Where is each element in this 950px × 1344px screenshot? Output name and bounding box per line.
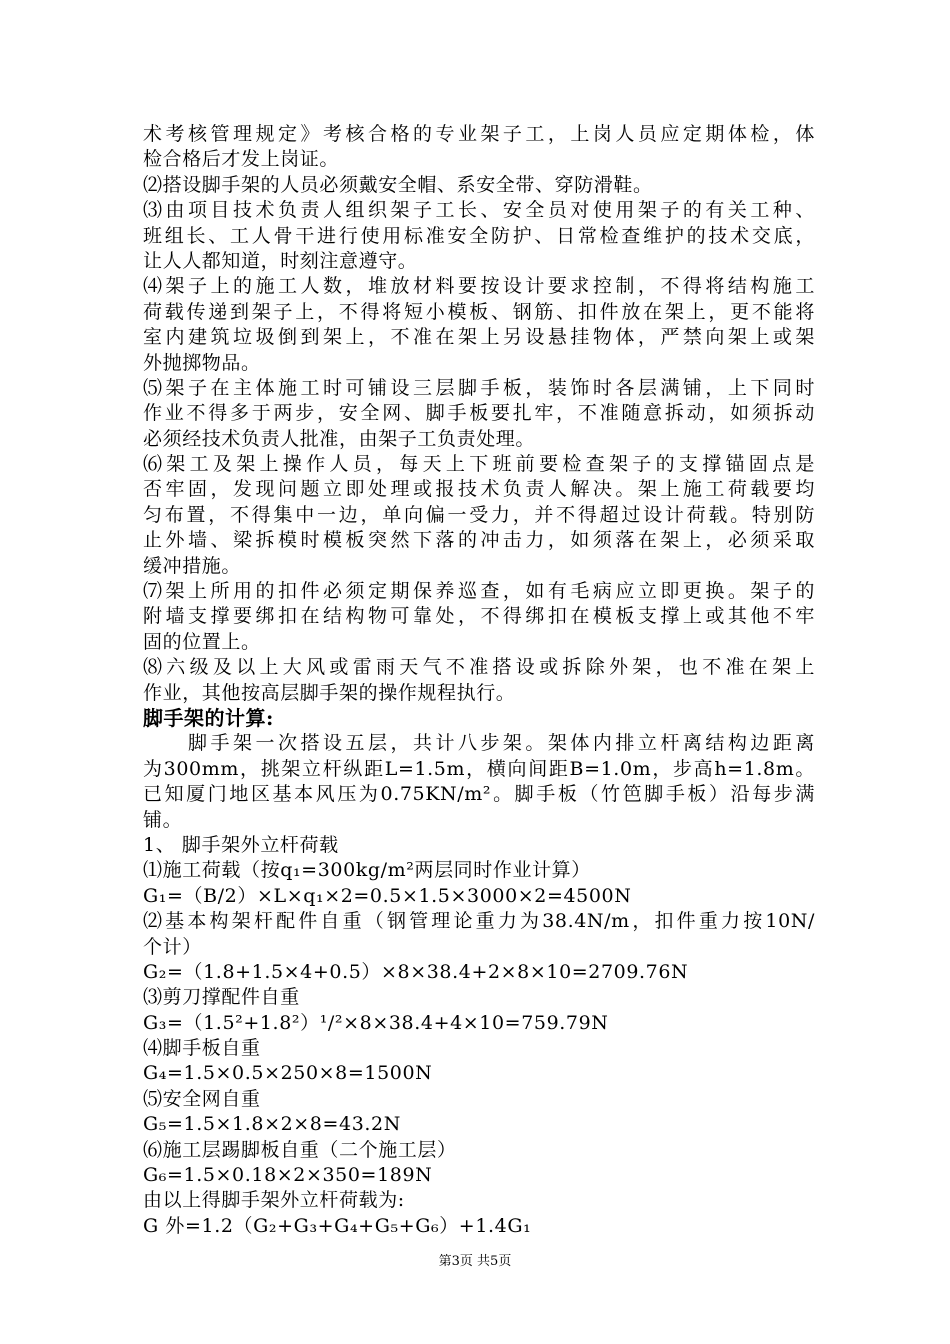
page-footer: 第3页 共5页 xyxy=(438,1254,512,1269)
text-line: ⑷脚手板自重 xyxy=(143,1037,261,1060)
text-line: 附墙支撑要绑扣在结构物可靠处，不得绑扣在模板支撑上或其他不牢 xyxy=(143,605,815,628)
text-line: 作业不得多于两步，安全网、脚手板要扎牢，不准随意拆动，如须拆动 xyxy=(143,402,815,425)
text-line: ⑶由项目技术负责人组织架子工长、安全员对使用架子的有关工种、 xyxy=(143,199,815,222)
text-line: ⑸架子在主体施工时可铺设三层脚手板，装饰时各层满铺，上下同时 xyxy=(143,376,815,399)
text-line: 已知厦门地区基本风压为0.75KN/m²。脚手板（竹笆脚手板）沿每步满 xyxy=(143,783,815,806)
formula-line: G₃=（1.5²+1.8²）¹/²×8×38.4+4×10=759.79N xyxy=(143,1011,609,1034)
text-line: ⑻六级及以上大风或雷雨天气不准搭设或拆除外架，也不准在架上 xyxy=(143,656,815,679)
formula-line: G₁=（B/2）×L×q₁×2=0.5×1.5×3000×2=4500N xyxy=(143,884,632,907)
text-line: 荷载传递到架子上，不得将短小模板、钢筋、扣件放在架上，更不能将 xyxy=(143,300,815,323)
text-line: ⑹架工及架上操作人员，每天上下班前要检查架子的支撑锚固点是 xyxy=(143,453,815,476)
text-line: 1、 脚手架外立杆荷载 xyxy=(143,833,339,856)
text-line: 必须经技术负责人批准，由架子工负责处理。 xyxy=(143,427,536,450)
text-line: ⑵搭设脚手架的人员必须戴安全帽、系安全带、穿防滑鞋。 xyxy=(143,173,653,196)
text-line: 否牢固，发现问题立即处理或报技术负责人解决。架上施工荷载要均 xyxy=(143,478,815,501)
text-line: 班组长、工人骨干进行使用标准安全防护、日常检查维护的技术交底， xyxy=(143,224,815,247)
text-line: ⑵基本构架杆配件自重（钢管理论重力为38.4N/m，扣件重力按10N/ xyxy=(143,910,815,933)
text-line: 室内建筑垃圾倒到架上，不准在架上另设悬挂物体，严禁向架上或架 xyxy=(143,326,815,349)
text-line: 匀布置，不得集中一边，单向偏一受力，并不得超过设计荷载。特别防 xyxy=(143,503,815,526)
formula-line: G₄=1.5×0.5×250×8=1500N xyxy=(143,1062,433,1085)
text-line: 为300mm，挑架立杆纵距L=1.5m，横向间距B=1.0m，步高h=1.8m。 xyxy=(143,757,815,780)
text-line: ⑷架子上的施工人数，堆放材料要按设计要求控制，不得将结构施工 xyxy=(143,275,815,298)
formula-line: G₂=（1.8+1.5×4+0.5）×8×38.4+2×8×10=2709.76N xyxy=(143,960,689,983)
text-line: 固的位置上。 xyxy=(143,630,261,653)
text-line: 缓冲措施。 xyxy=(143,554,242,577)
formula-line: G₆=1.5×0.18×2×350=189N xyxy=(143,1164,433,1187)
text-line: 个计） xyxy=(143,935,202,958)
text-line: 检合格后才发上岗证。 xyxy=(143,148,340,171)
text-line: 作业，其他按高层脚手架的操作规程执行。 xyxy=(143,681,516,704)
text-line: 止外墙、梁拆模时模板突然下落的冲击力，如须落在架上，必须采取 xyxy=(143,529,815,552)
formula-line: G₅=1.5×1.8×2×8=43.2N xyxy=(143,1113,401,1136)
text-line: 术考核管理规定》考核合格的专业架子工，上岗人员应定期体检，体 xyxy=(143,123,815,145)
text-line: 脚手架一次搭设五层，共计八步架。架体内排立杆离结构边距离 xyxy=(143,732,815,755)
text-line: 让人人都知道，时刻注意遵守。 xyxy=(143,249,418,272)
text-line: ⑺架上所用的扣件必须定期保养巡查，如有毛病应立即更换。架子的 xyxy=(143,580,815,603)
text-line: ⑸安全网自重 xyxy=(143,1087,261,1110)
text-line: 由以上得脚手架外立杆荷载为: xyxy=(143,1189,405,1212)
text-line: 铺。 xyxy=(143,808,183,831)
text-line: ⑹施工层踢脚板自重（二个施工层） xyxy=(143,1138,457,1161)
text-line: ⑶剪刀撑配件自重 xyxy=(143,986,300,1009)
section-heading: 脚手架的计算: xyxy=(143,705,274,730)
document-body xyxy=(143,122,815,1239)
text-line: 外抛掷物品。 xyxy=(143,351,261,374)
formula-line: G 外=1.2（G₂+G₃+G₄+G₅+G₆）+1.4G₁ xyxy=(143,1214,532,1237)
text-line: ⑴施工荷载（按q₁=300kg/m²两层同时作业计算） xyxy=(143,859,591,882)
